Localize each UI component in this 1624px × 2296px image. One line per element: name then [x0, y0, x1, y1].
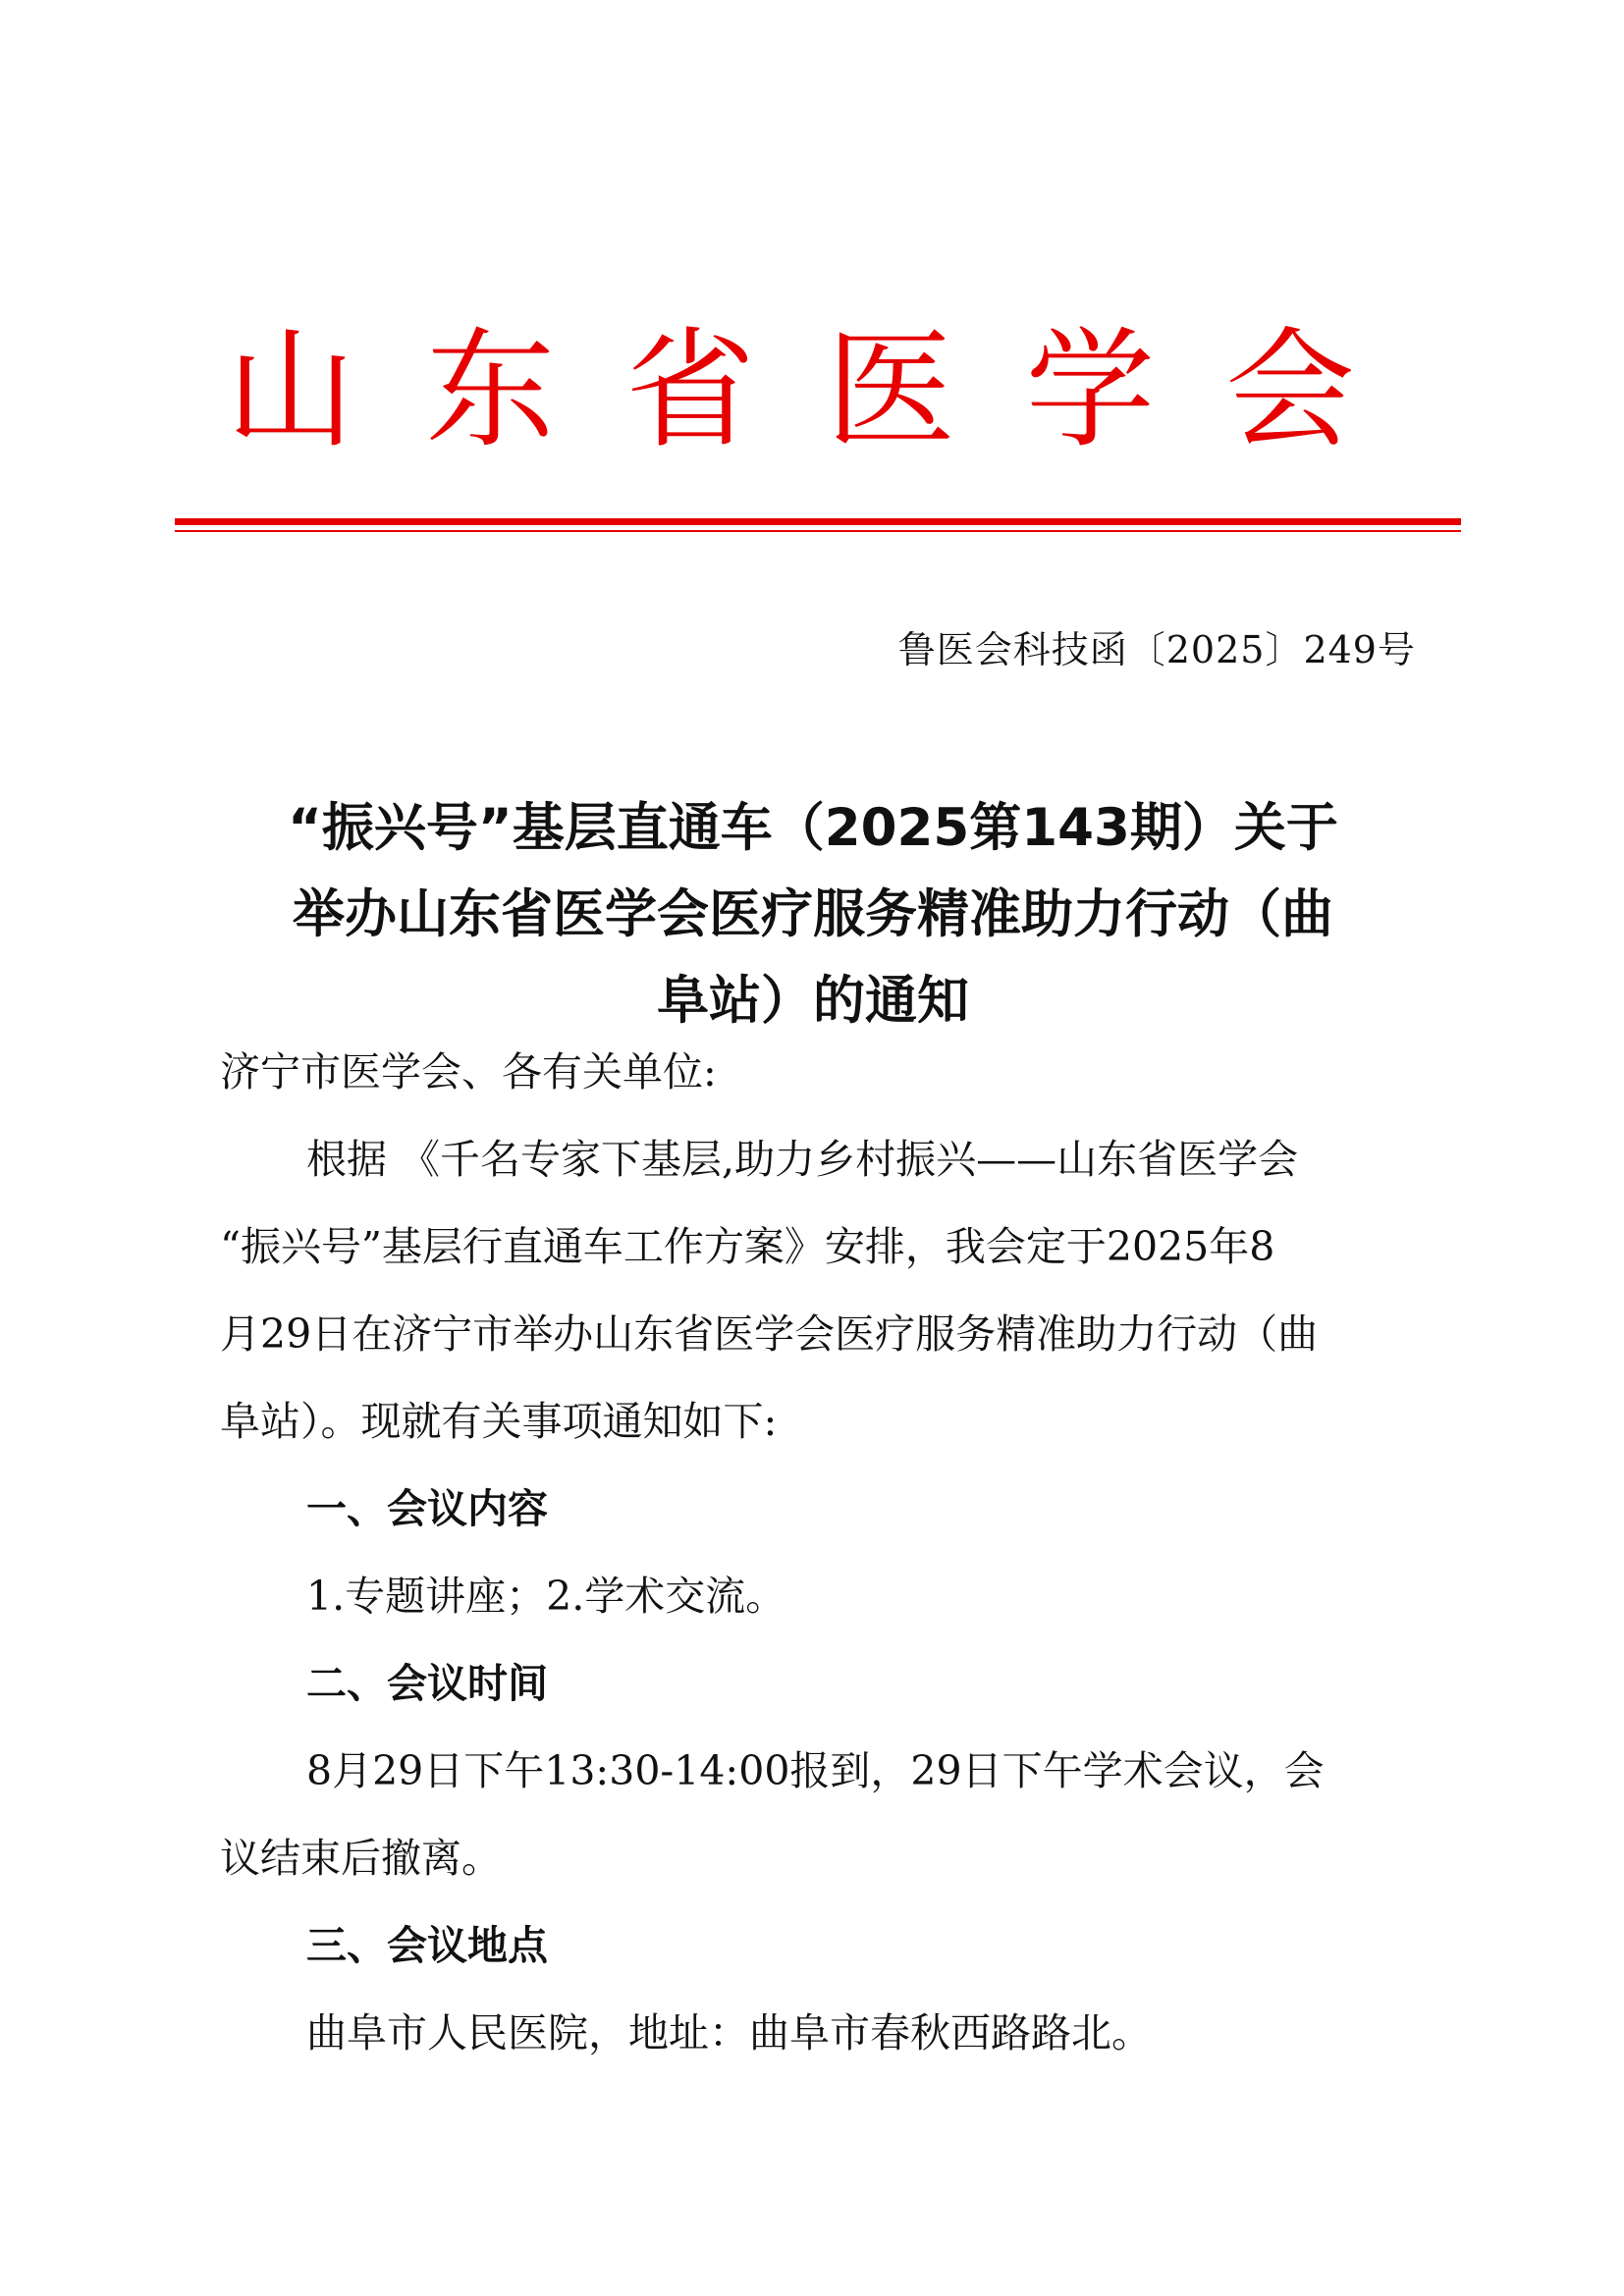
intro-line: 阜站）。现就有关事项通知如下:: [220, 1398, 778, 1445]
letterhead-char: 会: [1224, 315, 1355, 466]
title-line: 阜站）的通知: [657, 971, 969, 1031]
section-heading-time: 二、会议时间: [306, 1660, 548, 1707]
section-line: 8月29日下午13:30-14:00报到，29日下午学术会议，会: [306, 1747, 1325, 1794]
title-line: 举办山东省医学会医疗服务精准助力行动（曲: [293, 884, 1333, 944]
section-heading-location: 三、会议地点: [306, 1922, 548, 1969]
letterhead-divider-thin: [175, 530, 1461, 532]
letterhead-char: 山: [226, 315, 355, 466]
section-heading-content: 一、会议内容: [306, 1485, 548, 1532]
section-line: 曲阜市人民医院，地址：曲阜市春秋西路路北。: [306, 2009, 1152, 2056]
letterhead-char: 医: [825, 315, 955, 466]
section-line: 1.专题讲座；2.学术交流。: [306, 1573, 786, 1620]
letterhead-title: [226, 312, 1355, 469]
title-line: “振兴号”基层直通车（2025第143期）关于: [288, 798, 1338, 858]
intro-line: 根据 《千名专家下基层,助力乡村振兴——山东省医学会: [306, 1136, 1299, 1183]
salutation: 济宁市医学会、各有关单位:: [220, 1048, 717, 1095]
letterhead-char: 省: [625, 315, 756, 466]
section-line: 议结束后撤离。: [220, 1835, 502, 1882]
letterhead-char: 东: [425, 315, 556, 466]
letterhead-divider-thick: [175, 518, 1461, 525]
document-number: 鲁医会科技函〔2025〕249号: [897, 628, 1416, 671]
letterhead-char: 学: [1025, 315, 1156, 466]
intro-line: 月29日在济宁市举办山东省医学会医疗服务精准助力行动（曲: [220, 1310, 1319, 1358]
document-title: [212, 785, 1414, 1044]
intro-line: “振兴号”基层行直通车工作方案》安排，我会定于2025年8: [220, 1223, 1275, 1270]
